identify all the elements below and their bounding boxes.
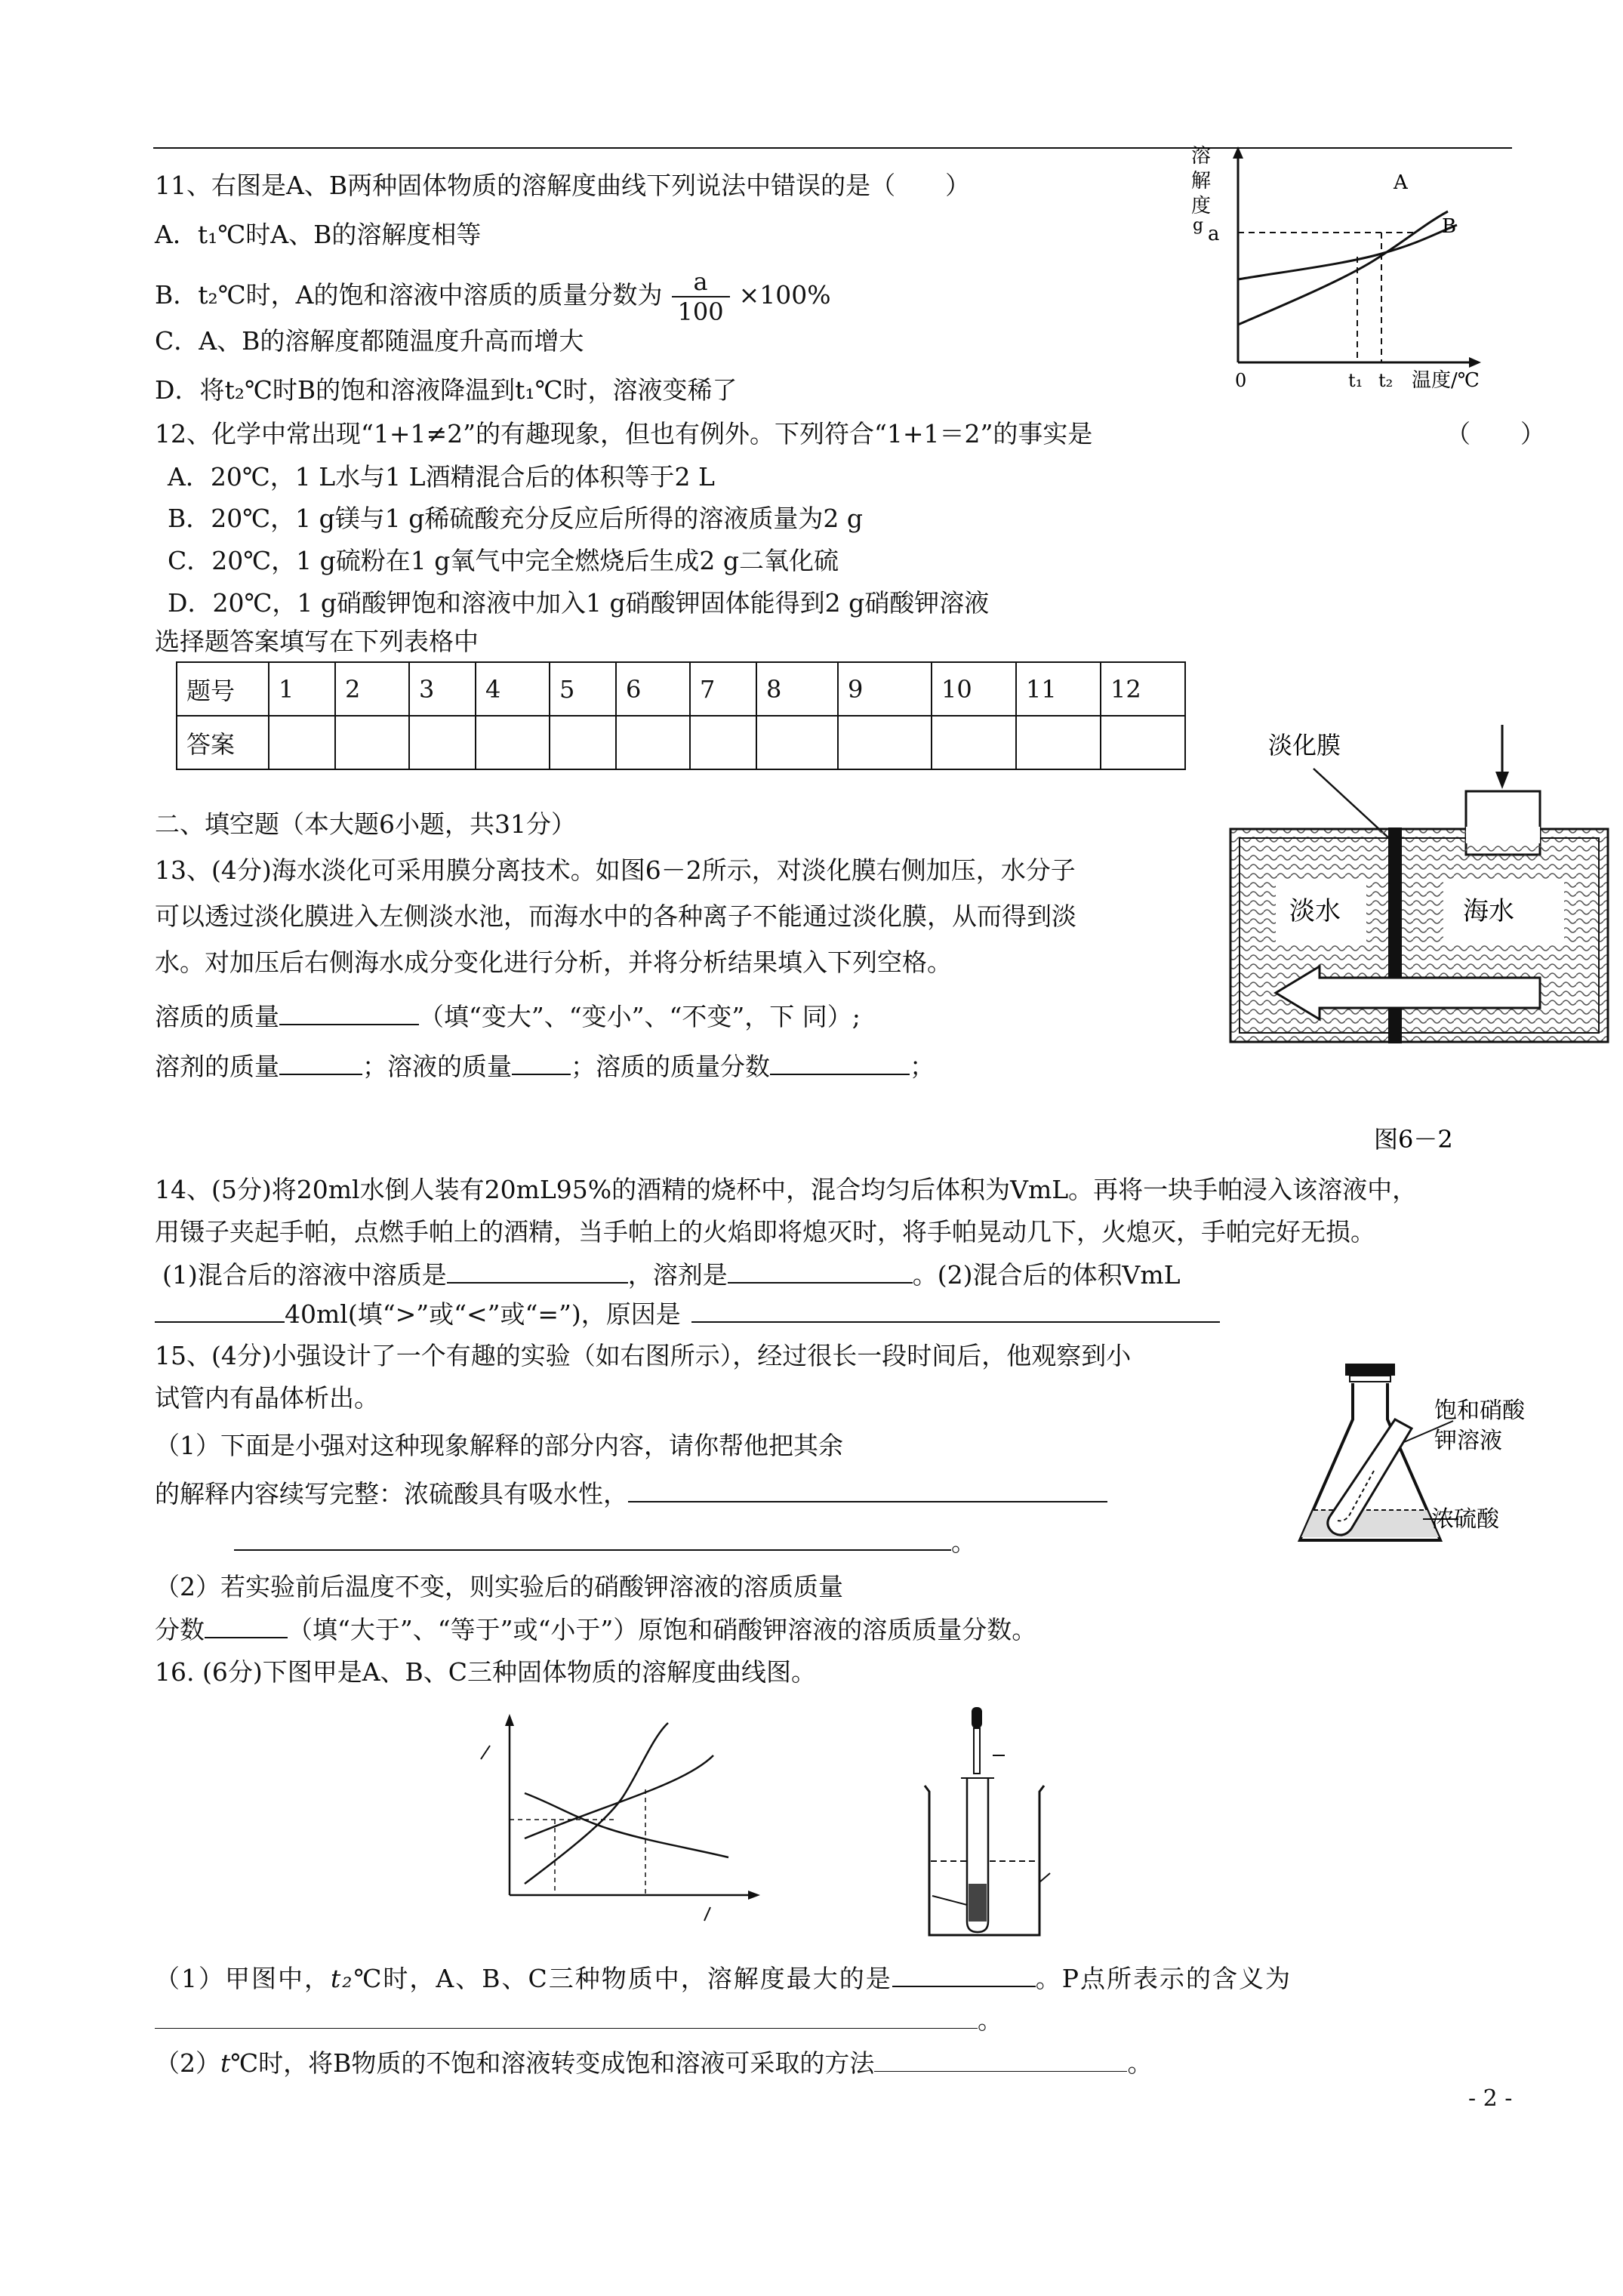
q16-line-3 [155,2005,1002,2036]
q15-fraction-blank[interactable] [205,1614,288,1638]
q15-fraction-label: 分数 [155,1615,205,1644]
pressure-arrow-head [1495,772,1509,789]
answer-cell[interactable] [550,716,616,769]
q11-option-c: C．A、B的溶解度都随温度升高而增大 [155,326,584,356]
q14-volume-label: 。(2)混合后的体积VmL [912,1260,1181,1290]
answer-cell[interactable] [269,716,335,769]
answer-table-header: 题号 [177,662,269,716]
dropper-bulb [972,1707,982,1728]
answer-cell[interactable] [616,716,690,769]
question-number: 8 [756,662,838,716]
q16-t: t [220,2048,231,2078]
q13-solute-mass-label: 溶质的质量 [155,1002,279,1031]
q16-part2-label: （2） [155,2048,220,2078]
q13-solution-mass-label: ；溶液的质量 [362,1052,512,1081]
question-number: 11 [1016,662,1101,716]
curve-a [1238,211,1448,325]
page-number: - 2 - [1468,2085,1513,2112]
q15-fraction-instruction: （填“大于”、“等于”或“小于”）原饱和硝酸钾溶液的溶质质量分数。 [288,1615,1037,1644]
curve-b-label: B [1442,215,1457,238]
sea-water-label: 海水 [1463,896,1514,926]
answer-cell[interactable] [1101,716,1185,769]
q16-beaker-figure [902,1703,1068,1952]
label-a: a [1208,223,1220,245]
question-number: 5 [550,662,616,716]
q11-solubility-graph [1178,143,1510,400]
dropper-tube [974,1728,980,1774]
membrane [1388,827,1402,1043]
q16-t2: t₂ [331,1964,354,1993]
q12-option-b: B．20℃，1 g镁与1 g稀硫酸充分反应后所得的溶液质量为2 g [168,504,863,533]
question-number: 1 [269,662,335,716]
answer-cell[interactable] [756,716,838,769]
q13-solvent-mass-blank[interactable] [279,1051,362,1075]
q16-line-2 [155,1963,1292,1994]
figure-caption: 图6－2 [1374,1125,1453,1154]
q12-option-d: D．20℃，1 g硝酸钾饱和溶液中加入1 g硝酸钾固体能得到2 g硝酸钾溶液 [168,588,990,618]
q12-stem: 12、化学中常出现“1+1≠2”的有趣现象，但也有例外。下列符合“1+1＝2”的事实是 [155,419,1093,448]
q11-option-a: A．t₁℃时A、B的溶解度相等 [155,220,482,249]
stopper-neck [1350,1376,1390,1382]
q14-compare-blank[interactable] [155,1299,285,1323]
piston-opening [1466,827,1540,843]
y-tick-mark [481,1746,490,1759]
q14-solvent-blank[interactable] [728,1259,913,1284]
answer-cell[interactable] [409,716,476,769]
q11-stem: 11、右图是A、B两种固体物质的溶解度曲线下列说法中错误的是（ ） [155,171,971,200]
origin-label: 0 [1235,370,1247,391]
answer-cell[interactable] [838,716,932,769]
q16-period-1: 。 [978,2005,1002,2035]
kno3-label-1: 饱和硝酸 [1434,1398,1525,1424]
q15-explanation-blank-1[interactable] [628,1478,1107,1502]
y-axis-title-4: g [1193,216,1204,235]
q14-solute-blank[interactable] [447,1259,628,1284]
curve-2 [525,1723,668,1884]
q13-line-3: 水。对加压后右侧海水成分变化进行分析，并将分析结果填入下列空格。 [155,948,952,977]
q14-reason-blank[interactable] [691,1299,1220,1323]
q13-membrane-figure [1223,717,1615,1170]
solid-in-tube [969,1884,987,1922]
answer-table-caption: 选择题答案填写在下列表格中 [155,627,479,656]
q15-explanation-label: 的解释内容续写完整：浓硫酸具有吸水性， [155,1479,628,1509]
q16-p-meaning-blank[interactable] [155,2005,978,2029]
q15-flask-figure [1283,1359,1532,1563]
q14-line-2: 用镊子夹起手帕，点燃手帕上的酒精，当手帕上的火焰即将熄灭时，将手帕晃动几下，火熄灭，手帕完好无损。 [155,1217,1375,1247]
answer-cell[interactable] [335,716,409,769]
answer-cell[interactable] [476,716,550,769]
q16-part1-label: （1）甲图中， [155,1964,331,1993]
answer-row-label: 答案 [177,716,269,769]
q14-solute-label: (1)混合后的溶液中溶质是 [162,1260,447,1290]
x-axis-arrow [748,1891,760,1900]
q12-option-c: C．20℃，1 g硫粉在1 g氧气中完全燃烧后生成2 g二氧化硫 [168,546,839,575]
q13-line-1: 13、(4分)海水淡化可采用膜分离技术。如图6－2所示，对淡化膜右侧加压，水分子 [155,855,1076,885]
fresh-water-label: 淡水 [1289,896,1341,926]
q15-line-7 [155,1614,1036,1645]
answer-table-answer-row [177,716,1185,769]
q15-line-6: （2）若实验前后温度不变，则实验后的硝酸钾溶液的溶质质量 [155,1572,843,1601]
answer-table [176,661,1186,770]
q16-part1-question: ℃时，A、B、C三种物质中，溶解度最大的是 [353,1964,892,1993]
q16-max-solubility-blank[interactable] [892,1963,1036,1987]
question-number: 6 [616,662,690,716]
membrane-label: 淡化膜 [1268,731,1341,760]
q13-instruction: （填“变大”、“变小”、“不变”，下 同）; [419,1002,861,1031]
q15-line-4 [155,1478,1107,1509]
y-axis-title-2: 解 [1191,170,1212,193]
q14-solvent-label: ，溶剂是 [627,1260,728,1290]
q15-explanation-blank-2[interactable] [234,1527,951,1551]
question-number: 12 [1101,662,1185,716]
q14-reason-label: 40ml(填“>”或“<”或“=”)，原因是 [285,1299,681,1329]
q14-line-1: 14、(5分)将20ml水倒人装有20mL95%的酒精的烧杯中，混合均匀后体积为VmL。再将一块手帕浸入该溶液中， [155,1175,1418,1204]
q16-part2-question: ℃时，将B物质的不饱和溶液转变成饱和溶液可采取的方法 [230,2048,875,2078]
question-number: 3 [409,662,476,716]
fraction [672,267,730,326]
curve-1 [525,1755,713,1838]
t1-label: t₁ [1348,370,1363,391]
fraction-numerator: a [672,267,730,297]
t2-label: t₂ [1378,370,1394,391]
q11-option-b-suffix: ×100% [738,280,831,310]
question-number: 7 [690,662,756,716]
q12-paren: （ ） [1446,419,1545,448]
x-tick-mark [704,1907,710,1921]
question-number: 4 [476,662,550,716]
q16-method-blank[interactable] [874,2048,1127,2072]
y-axis-arrow [1233,146,1243,159]
right-pointer [1039,1873,1050,1882]
fraction-denominator: 100 [677,297,724,326]
q11-option-d: D．将t₂℃时B的饱和溶液降温到t₁℃时，溶液变稀了 [155,375,738,405]
stopper [1345,1364,1395,1376]
question-number: 9 [838,662,932,716]
q13-line-4 [155,1001,861,1032]
q14-line-3 [162,1259,1181,1290]
y-axis-title-1: 溶 [1191,145,1212,168]
q15-line-2: 试管内有晶体析出。 [155,1383,379,1413]
q13-line-2: 可以透过淡化膜进入左侧淡水池，而海水中的各种离子不能通过淡化膜，从而得到淡 [155,901,1076,931]
answer-cell[interactable] [932,716,1016,769]
question-number: 10 [932,662,1016,716]
y-axis-arrow [505,1714,514,1726]
acid-label: 浓硫酸 [1431,1506,1499,1533]
answer-cell[interactable] [690,716,756,769]
y-axis-title-3: 度 [1191,195,1212,217]
q13-line-5 [155,1051,935,1082]
left-pointer [932,1896,967,1905]
q13-solvent-mass-label: 溶剂的质量 [155,1052,279,1081]
q15-line-5 [234,1527,976,1558]
q11-option-b [155,261,831,329]
q13-solution-mass-blank[interactable] [512,1051,571,1075]
q15-period: 。 [951,1527,976,1557]
question-number: 2 [335,662,409,716]
q16-line-1: 16. (6分)下图甲是A、B、C三种固体物质的溶解度曲线图。 [155,1657,817,1687]
q16-solubility-graph [464,1706,781,1933]
q13-solute-mass-blank[interactable] [279,1001,419,1025]
curve-a-label: A [1394,171,1408,194]
q13-end: ； [910,1052,935,1081]
answer-table-header-row [177,662,1185,716]
q13-mass-fraction-blank[interactable] [770,1051,910,1075]
q16-period-2: 。 [1127,2048,1153,2078]
q16-p-meaning-label: 。P点所表示的含义为 [1035,1964,1292,1993]
q12-option-a: A．20℃，1 L水与1 L酒精混合后的体积等于2 L [168,462,715,492]
q13-mass-fraction-label: ；溶质的质量分数 [571,1052,770,1081]
x-axis-title: 温度/℃ [1412,369,1480,392]
q15-line-1: 15、(4分)小强设计了一个有趣的实验（如右图所示），经过很长一段时间后，他观察到小 [155,1341,1132,1370]
x-axis-arrow [1469,357,1481,368]
q16-line-4 [155,2048,1152,2079]
q11-option-b-text: B．t₂℃时，A的饱和溶液中溶质的质量分数为 [155,280,663,310]
acid-liquid [1301,1510,1439,1537]
q15-line-3: （1）下面是小强对这种现象解释的部分内容，请你帮他把其余 [155,1431,843,1460]
answer-cell[interactable] [1016,716,1101,769]
section-2-title: 二、填空题（本大题6小题，共31分） [155,809,576,839]
q14-line-4 [155,1299,1220,1330]
kno3-label-2: 钾溶液 [1434,1428,1502,1454]
